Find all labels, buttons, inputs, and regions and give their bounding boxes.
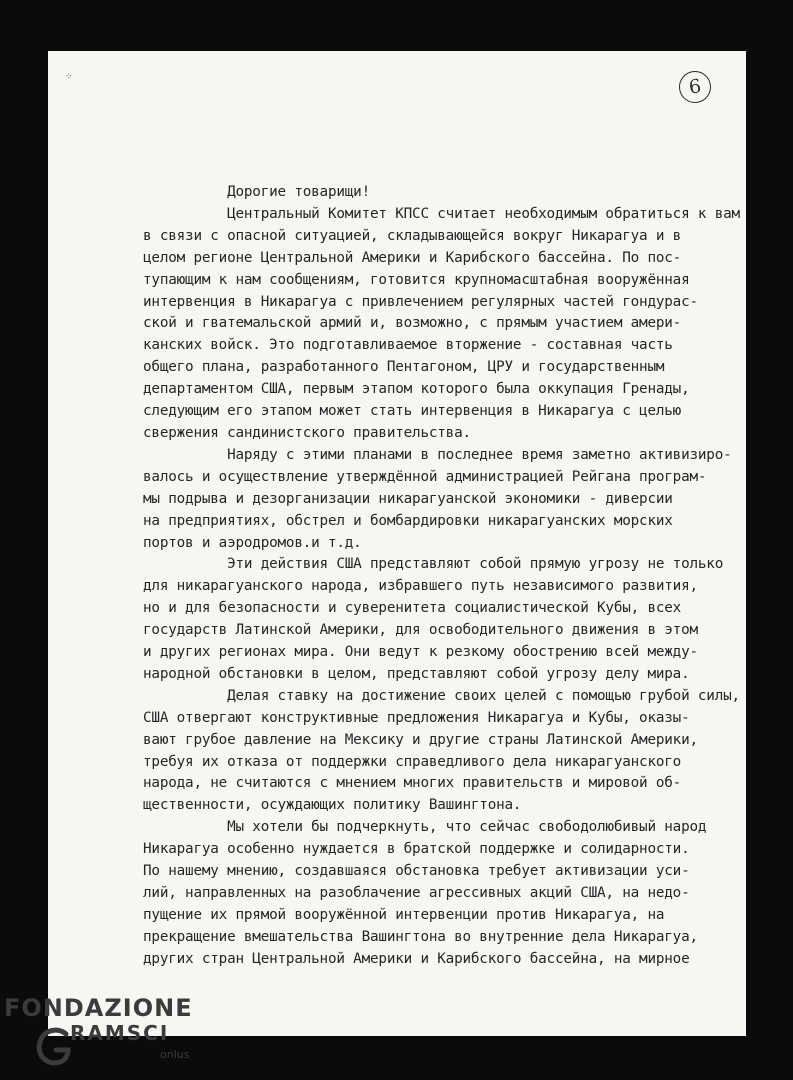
letter-body	[143, 182, 740, 971]
text-line: свержения сандинистского правительства.	[143, 424, 471, 441]
text-line: народа, не считаются с мнением многих правительств и мировой об-	[143, 775, 682, 792]
text-line: в связи с опасной ситуацией, складывающейся вокруг Никарагуа и в	[143, 227, 682, 244]
text-line: других стран Центральной Америки и Карибского бассейна, на мирное	[143, 950, 690, 967]
text-line: Никарагуа особенно нуждается в братской поддержке и солидарности.	[143, 841, 690, 858]
g-logo-icon	[36, 1026, 72, 1066]
page-number: 6	[677, 69, 713, 105]
text-line: США отвергают конструктивные предложения Никарагуа и Кубы, оказы-	[143, 709, 690, 726]
text-line: Эти действия США представляют собой прямую угрозу не только	[143, 556, 724, 573]
text-line: государств Латинской Америки, для освободительного движения в этом	[143, 622, 698, 639]
watermark-line1: FONDAZIONE	[4, 994, 193, 1022]
foundation-watermark	[0, 992, 210, 1080]
document-page	[48, 51, 746, 1036]
text-line: общего плана, разработанного Пентагоном, ЦРУ и государственным	[143, 359, 665, 376]
text-line: Делая ставку на достижение своих целей с помощью грубой силы,	[143, 687, 740, 704]
text-line: прекращение вмешательства Вашингтона во внутренние дела Никарагуа,	[143, 928, 698, 945]
text-line: требуя их отказа от поддержки справедливого дела никарагуанского	[143, 753, 682, 770]
text-line: следующим его этапом может стать интервенция в Никарагуа с целью	[143, 403, 682, 420]
text-line: народной обстановки в целом, представляют собой угрозу делу мира.	[143, 665, 690, 682]
text-line: но и для безопасности и суверенитета социалистической Кубы, всех	[143, 600, 682, 617]
text-line: канских войск. Это подготавливаемое вторжение - составная часть	[143, 337, 673, 354]
text-line: щественности, осуждающих политику Вашингтона.	[143, 797, 522, 814]
text-line: Мы хотели бы подчеркнуть, что сейчас свободолюбивый народ	[143, 819, 707, 836]
text-line: целом регионе Центральной Америки и Карибского бассейна. По пос-	[143, 249, 682, 266]
watermark-onlus: onlus	[160, 1048, 190, 1061]
text-line: вают грубое давление на Мексику и другие страны Латинской Америки,	[143, 731, 698, 748]
text-line: Дорогие товарищи!	[143, 184, 371, 200]
text-line: для никарагуанского народа, избравшего путь независимого развития,	[143, 578, 698, 595]
text-line: По нашему мнению, создавшаяся обстановка требует активизации уси-	[143, 863, 690, 880]
text-line: тупающим к нам сообщениям, готовится крупномасштабная вооружённая	[143, 271, 690, 288]
text-line: ской и гватемальской армий и, возможно, с прямым участием амери-	[143, 315, 682, 332]
text-line: и других регионах мира. Они ведут к резкому обострению всей между-	[143, 644, 698, 661]
text-line: валось и осуществление утверждённой администрацией Рейгана програм-	[143, 468, 707, 485]
watermark-line2: RAMSCI	[70, 1021, 170, 1045]
text-line: интервенция в Никарагуа с привлечением регулярных частей гондурас-	[143, 293, 698, 310]
text-line: Наряду с этими планами в последнее время заметно активизиро-	[143, 446, 732, 463]
text-line: департаментом США, первым этапом которого была оккупация Гренады,	[143, 381, 690, 398]
text-line: на предприятиях, обстрел и бомбардировки никарагуанских морских	[143, 512, 673, 529]
text-line: Центральный Комитет КПСС считает необходимым обратиться к вам	[143, 205, 740, 222]
text-line: пущение их прямой вооружённой интервенции против Никарагуа, на	[143, 906, 665, 923]
ink-speck: ⁘	[65, 71, 73, 81]
text-line: портов и аэродромов.и т.д.	[143, 534, 362, 551]
text-line: мы подрыва и дезорганизации никарагуанской экономики - диверсии	[143, 490, 673, 507]
text-line: лий, направленных на разоблачение агрессивных акций США, на недо-	[143, 885, 690, 901]
